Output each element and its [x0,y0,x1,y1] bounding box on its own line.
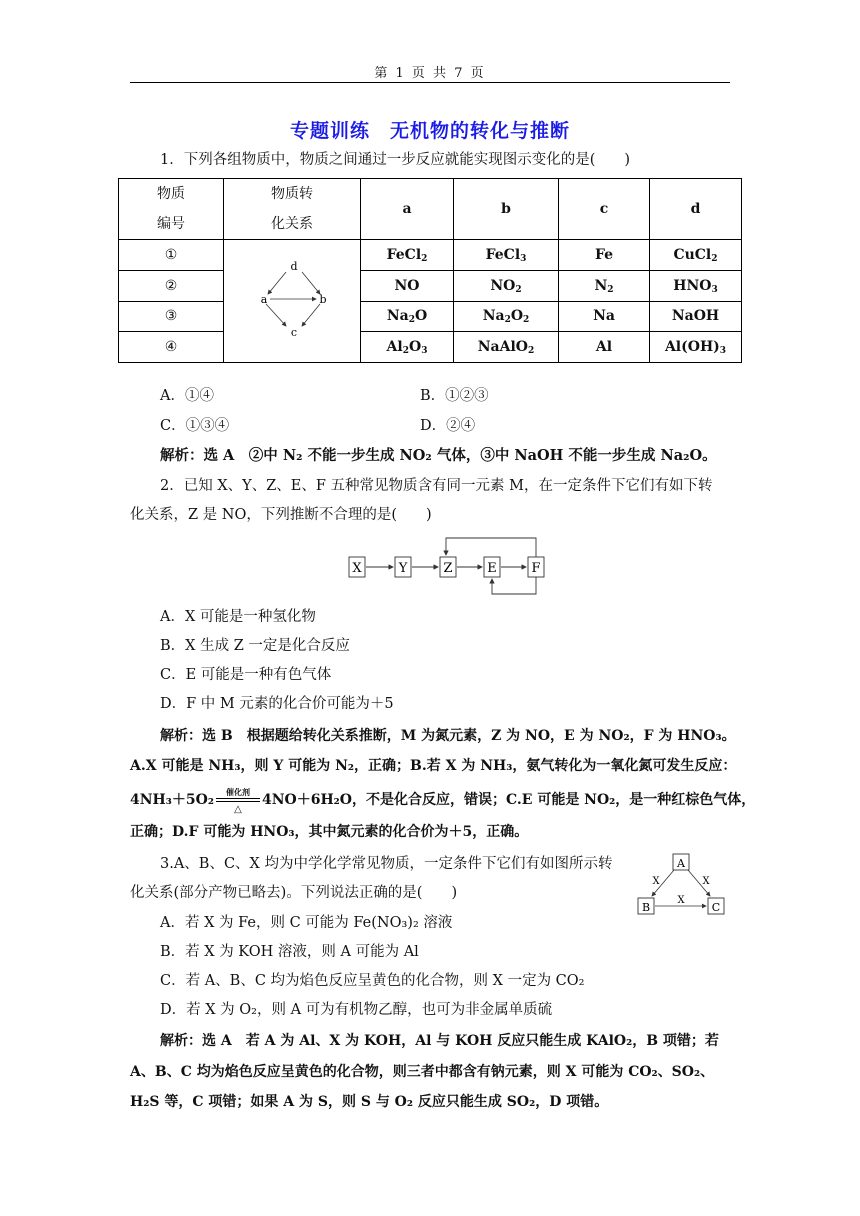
relation-diagram-cell [224,240,361,363]
q3-option-a: A．若 X 为 Fe，则 C 可能为 Fe(NO₃)₂ 溶液 [160,915,453,931]
cell-b: FeCl$_3$ [454,240,559,271]
page-number-header: 第 1 页 共 7 页 [374,66,486,81]
cell-a: $Na_2O$ [361,301,454,332]
document-title: 专题训练 无机物的转化与推断 [289,120,570,142]
row-id: ④ [119,332,224,363]
header-cell-id [119,179,224,240]
cell-c: Al [559,332,650,363]
q2-option-c: C．E 可能是一种有色气体 [160,667,332,683]
edge-label-left: X [652,876,660,887]
q2-option-a: A．X 可能是一种氢化物 [160,609,316,625]
q3-triangle-diagram [630,850,730,920]
header-text: 物质 [157,186,185,202]
node-b: B [641,901,651,914]
cell-b: $NO_2$ [454,270,559,301]
header-cell-b: b [454,179,559,240]
header-divider [130,82,730,83]
edge-label-bottom: X [677,895,685,906]
q3-analysis-line2: A、B、C 均为焰色反应呈黄色的化合物，则三者中都含有钠元素，则 X 可能为 CO₂、SO₂、 [130,1064,715,1080]
cell-c: Na [559,301,650,332]
node-a: A [677,857,685,870]
chain-y: Y [398,561,408,576]
q3-option-d: D．若 X 为 O₂，则 A 可为有机物乙醇，也可为非金属单质硫 [160,1002,553,1018]
chain-x: X [352,561,362,576]
q1-option-a: A．①④ [160,388,214,404]
cell-d: $Al(OH)_3$ [650,332,742,363]
node-d: d [290,260,298,273]
node-c: C [711,901,721,914]
q2-analysis-line2: A.X 可能是 NH₃，则 Y 可能为 N₂，正确；B.若 X 为 NH₃，氨气转化为一氧化氮可发生反应： [130,758,737,774]
q3-option-c: C．若 A、B、C 均为焰色反应呈黄色的化合物，则 X 一定为 CO₂ [160,973,585,989]
q3-option-b: B．若 X 为 KOH 溶液，则 A 可能为 Al [160,944,419,960]
q1-option-d: D．②④ [420,418,476,434]
cell-a: $Al_2O_3$ [361,332,454,363]
q1-option-b: B．①②③ [420,388,489,404]
cell-a: FeCl$_2$ [361,240,454,271]
chain-z: Z [443,561,453,576]
header-cell-c: c [559,179,650,240]
cell-b: NaAlO$_2$ [454,332,559,363]
catalyst-arrow: 催化剂 △ [214,790,262,810]
cell-d: CuCl$_2$ [650,240,742,271]
q1-table [118,178,742,363]
row-id: ② [119,270,224,301]
header-text: 编号 [157,216,185,232]
q3-analysis-line3: H₂S 等，C 项错；如果 A 为 S，则 S 与 O₂ 反应只能生成 SO₂，D 项错。 [130,1094,609,1110]
q1-option-c: C．①③④ [160,418,230,434]
row-id: ③ [119,301,224,332]
q2-analysis-line3: 4NH₃＋5O₂ 催化剂 △ 4NO＋6H₂O，不是化合反应，错误；C.E 可能是 NO₂，是一种红棕色气体， [130,787,756,815]
header-cell-d: d [650,179,742,240]
chain-f: F [531,561,541,576]
node-a: a [260,293,268,306]
q2-option-b: B．X 生成 Z 一定是化合反应 [160,638,350,654]
q3-stem-line2: 化关系(部分产物已略去)。下列说法正确的是( ) [130,885,458,901]
node-b: b [319,293,327,306]
q2-chain-diagram [340,530,552,602]
cell-d: NaOH [650,301,742,332]
q3-stem-line1: 3.A、B、C、X 均为中学化学常见物质，一定条件下它们有如图所示转 [160,856,613,872]
q1-analysis: 解析：选 A ②中 N₂ 不能一步生成 NO₂ 气体，③中 NaOH 不能一步生成 Na₂O。 [160,447,717,464]
node-c: c [290,326,298,339]
header-cell-relation [224,179,361,240]
cell-d: $HNO_3$ [650,270,742,301]
row-id: ① [119,240,224,271]
q1-stem: 1．下列各组物质中，物质之间通过一步反应就能实现图示变化的是( ) [160,152,631,168]
q2-analysis-line4: 正确；D.F 可能为 HNO₃，其中氮元素的化合价为＋5，正确。 [130,824,529,840]
cell-c: Fe [559,240,650,271]
cell-a: NO [361,270,454,301]
header-cell-a: a [361,179,454,240]
cell-b: $Na_2O_2$ [454,301,559,332]
cell-c: $N_2$ [559,270,650,301]
edge-label-right: X [702,876,710,887]
relation-diagram [224,240,360,358]
q2-option-d: D．F 中 M 元素的化合价可能为＋5 [160,696,394,712]
q2-analysis-line1: 解析：选 B 根据题给转化关系推断，M 为氮元素，Z 为 NO，E 为 NO₂，F 为 HNO₃。 [160,728,736,744]
q2-stem-line1: 2．已知 X、Y、Z、E、F 五种常见物质含有同一元素 M，在一定条件下它们有如下转 [160,478,713,494]
header-text: 物质转 [271,186,313,202]
chain-e: E [487,561,497,576]
q2-stem-line2: 化关系，Z 是 NO，下列推断不合理的是( ) [130,507,432,523]
header-text: 化关系 [271,216,313,232]
q3-analysis-line1: 解析：选 A 若 A 为 Al、X 为 KOH，Al 与 KOH 反应只能生成 KAlO₂，B 项错；若 [160,1033,719,1049]
